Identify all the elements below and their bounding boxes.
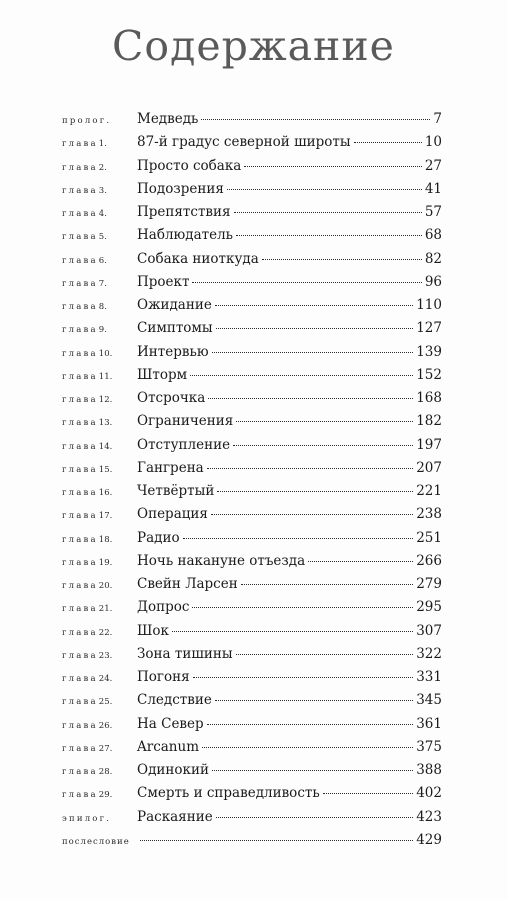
dot-leader <box>215 305 413 306</box>
toc-entry <box>62 111 442 134</box>
toc-entry-chapter-number: 16. <box>98 488 113 498</box>
toc-entry-label-word: глава <box>62 720 98 731</box>
toc-entry-label-word: глава <box>62 488 98 498</box>
dot-leader <box>354 142 422 143</box>
toc-entry-page-number: 279 <box>416 576 442 592</box>
toc-entry <box>62 134 442 157</box>
toc-entry <box>62 367 442 390</box>
toc-entry-label-word: глава <box>62 581 98 591</box>
dot-leader <box>140 840 413 841</box>
toc-entry-label-word: эпилог. <box>62 813 112 824</box>
dot-leader <box>192 282 421 283</box>
toc-entry-label <box>62 511 137 521</box>
toc-entry-title: Ожидание <box>137 297 212 313</box>
toc-entry-chapter-number: 29. <box>98 790 113 801</box>
toc-entry-label-word: глава <box>62 697 98 708</box>
toc-entry-title: На Север <box>137 715 204 732</box>
toc-entry <box>62 553 442 576</box>
dot-leader <box>323 793 414 794</box>
toc-entry-page-number: 322 <box>416 645 442 662</box>
toc-entry-label <box>62 558 137 568</box>
toc-entry-page-number: 221 <box>416 483 442 499</box>
toc-entry-label <box>62 163 137 173</box>
toc-entry-title: Просто собака <box>137 157 242 174</box>
toc-entry-label-word: глава <box>62 650 98 661</box>
toc-entry <box>62 716 442 739</box>
page-title: Содержание <box>112 22 395 70</box>
toc-entry <box>62 460 442 483</box>
toc-entry-chapter-number: 1. <box>98 139 107 150</box>
toc-entry <box>62 809 442 832</box>
dot-leader <box>262 259 422 260</box>
dot-leader <box>216 328 414 329</box>
dot-leader <box>236 654 414 655</box>
toc-entry-label <box>62 372 137 382</box>
toc-entry-label-word: глава <box>62 534 98 545</box>
toc-entry-chapter-number: 26. <box>98 720 113 731</box>
toc-entry-label-word: глава <box>62 209 98 219</box>
dot-leader <box>207 468 413 469</box>
toc-entry-chapter-number: 7. <box>98 278 107 289</box>
toc-entry-page-number: 41 <box>424 180 442 197</box>
toc-entry-page-number: 388 <box>416 762 442 778</box>
toc-entry <box>62 413 442 436</box>
toc-entry-label <box>62 697 137 707</box>
toc-entry-label-word: глава <box>62 464 98 475</box>
toc-entry-label <box>62 418 137 428</box>
toc-entry-chapter-number: 21. <box>98 604 113 615</box>
toc-entry <box>62 576 442 599</box>
toc-entry-label-word: глава <box>62 255 98 266</box>
dot-leader <box>201 119 430 120</box>
dot-leader <box>207 724 414 725</box>
toc-entry-chapter-number: 18. <box>98 534 113 545</box>
toc-entry-label <box>62 488 137 498</box>
toc-entry-label <box>62 349 137 359</box>
toc-entry-chapter-number: 27. <box>98 743 113 754</box>
toc-entry-label <box>62 302 137 312</box>
toc-entry <box>62 320 442 343</box>
toc-entry-label-word: глава <box>62 418 98 429</box>
toc-entry-page-number: 361 <box>416 715 442 732</box>
toc-entry-title: Одинокий <box>137 762 209 778</box>
toc-entry <box>62 297 442 320</box>
toc-entry-page-number: 375 <box>416 738 442 755</box>
toc-entry-label-word: глава <box>62 790 98 801</box>
toc-entry-page-number: 307 <box>416 622 442 639</box>
toc-entry-title: Шторм <box>137 366 188 383</box>
toc-entry-title: Отсрочка <box>137 390 206 406</box>
toc-entry-title: Погоня <box>137 669 190 685</box>
dot-leader <box>202 747 413 748</box>
toc-entry-label-word: глава <box>62 604 98 615</box>
toc-entry-label-word: глава <box>62 743 98 754</box>
toc-entry-page-number: 168 <box>416 390 442 406</box>
toc-entry <box>62 530 442 553</box>
toc-entry-chapter-number: 9. <box>98 325 107 336</box>
toc-entry-label <box>62 721 137 731</box>
toc-entry-title: Препятствия <box>137 204 231 220</box>
toc-entry-title: Зона тишины <box>137 645 233 662</box>
toc-entry-page-number: 127 <box>416 320 442 337</box>
toc-entry-chapter-number: 13. <box>98 418 113 429</box>
toc-entry-page-number: 57 <box>424 204 442 220</box>
toc-entry-label-word: послесловие <box>62 836 130 847</box>
toc-entry-chapter-number: 10. <box>98 348 113 359</box>
toc-entry-label <box>62 139 137 149</box>
toc-entry <box>62 599 442 622</box>
toc-entry-label-word: глава <box>62 557 98 568</box>
toc-entry-page-number: 139 <box>416 343 442 360</box>
toc-entry-label-word: глава <box>62 278 98 289</box>
toc-entry-page-number: 82 <box>424 250 442 267</box>
toc-entry-chapter-number: 8. <box>98 302 107 312</box>
toc-entry-label-word: глава <box>62 139 98 150</box>
toc-entry <box>62 251 442 274</box>
toc-entry-label-word: глава <box>62 767 98 777</box>
dot-leader <box>212 352 414 353</box>
toc-entry-chapter-number: 23. <box>98 650 113 661</box>
dot-leader <box>241 584 414 585</box>
toc-entry-label-word: глава <box>62 185 98 196</box>
dot-leader <box>227 189 422 190</box>
toc-entry-label <box>62 186 137 196</box>
toc-entry-title: Операция <box>137 506 208 523</box>
dot-leader <box>183 538 414 539</box>
toc-entry-label <box>62 325 137 335</box>
toc-entry <box>62 181 442 204</box>
toc-entry-page-number: 423 <box>416 808 442 825</box>
toc-entry <box>62 483 442 506</box>
toc-entry-label-word: глава <box>62 674 98 684</box>
toc-entry-title: Свейн Ларсен <box>137 576 238 592</box>
toc-entry-page-number: 152 <box>416 366 442 383</box>
toc-entry-label-word: глава <box>62 511 98 522</box>
toc-entry <box>62 344 442 367</box>
toc-entry-label-word: глава <box>62 395 98 405</box>
toc-entry-chapter-number: 17. <box>98 511 113 522</box>
toc-entry-title: Радио <box>137 529 180 546</box>
dot-leader <box>208 398 413 399</box>
toc-entry-chapter-number: 12. <box>98 395 113 405</box>
toc-entry-page-number: 182 <box>416 413 442 430</box>
toc-entry-label-word: глава <box>62 348 98 359</box>
toc-entry-label <box>62 442 137 452</box>
toc-entry-chapter-number: 14. <box>98 441 113 452</box>
toc-entry-chapter-number: 28. <box>98 767 113 777</box>
toc-entry-label <box>62 767 137 777</box>
dot-leader <box>216 817 414 818</box>
toc-entry-label <box>62 837 137 847</box>
toc-entry-chapter-number: 2. <box>98 162 107 173</box>
dot-leader <box>190 375 413 376</box>
toc-entry-chapter-number: 15. <box>98 464 113 475</box>
toc-entry-label <box>62 628 137 638</box>
dot-leader <box>215 700 413 701</box>
toc-entry <box>62 785 442 808</box>
toc-entry-label-word: пролог. <box>62 116 112 126</box>
toc-entry-chapter-number: 19. <box>98 557 113 568</box>
toc-entry-title: Медведь <box>137 111 199 127</box>
toc-entry-label <box>62 581 137 591</box>
toc-entry-label <box>62 279 137 289</box>
toc-entry-page-number: 429 <box>416 831 442 848</box>
dot-leader <box>211 514 413 515</box>
toc-entry-page-number: 68 <box>424 227 442 244</box>
toc-entry <box>62 832 442 855</box>
toc-entry-title: Симптомы <box>137 320 213 337</box>
toc-entry-chapter-number: 4. <box>98 209 107 219</box>
toc-entry-label <box>62 209 137 219</box>
toc-entry-page-number: 238 <box>416 506 442 523</box>
toc-entry <box>62 204 442 227</box>
toc-entry-title: Наблюдатель <box>137 227 234 244</box>
toc-entry-label <box>62 744 137 754</box>
dot-leader <box>308 561 413 562</box>
toc-entry-page-number: 197 <box>416 436 442 453</box>
toc-entry <box>62 646 442 669</box>
toc-entry-chapter-number: 25. <box>98 697 113 708</box>
toc-entry-chapter-number: 24. <box>98 674 113 684</box>
toc-entry-label-word: глава <box>62 162 98 173</box>
toc-entry-chapter-number: 3. <box>98 185 107 196</box>
toc-entry-label <box>62 395 137 405</box>
toc-entry-chapter-number: 11. <box>98 371 113 382</box>
toc-entry-title: Следствие <box>137 692 212 709</box>
toc-entry-title: Отступление <box>137 436 231 453</box>
toc-entry <box>62 623 442 646</box>
toc-entry-chapter-number: 5. <box>98 232 107 243</box>
toc-entry-title: Гангрена <box>137 459 204 476</box>
toc-entry-title: Проект <box>137 273 190 290</box>
toc-entry-title: Четвёртый <box>137 483 215 499</box>
dot-leader <box>217 491 413 492</box>
toc-entry-title: Шок <box>137 622 169 639</box>
dot-leader <box>244 166 421 167</box>
toc-entry-title: Смерть и справедливость <box>137 785 320 802</box>
toc-entry-label <box>62 232 137 242</box>
toc-entry-label <box>62 535 137 545</box>
toc-entry <box>62 762 442 785</box>
toc-entry-label-word: глава <box>62 371 98 382</box>
toc-entry-title: Интервью <box>137 343 209 360</box>
dot-leader <box>236 235 422 236</box>
toc-entry-label <box>62 116 137 126</box>
toc-entry-label-word: глава <box>62 232 98 243</box>
toc-entry-page-number: 295 <box>416 599 442 616</box>
toc-entry-page-number: 27 <box>424 157 442 174</box>
toc-entry-page-number: 96 <box>424 273 442 290</box>
toc-entry-chapter-number: 6. <box>98 255 107 266</box>
toc-entry <box>62 692 442 715</box>
toc-entry-title: Раскаяние <box>137 808 213 825</box>
toc-entry <box>62 274 442 297</box>
toc-entry <box>62 506 442 529</box>
toc-entry-label <box>62 790 137 800</box>
toc-entry-chapter-number: 20. <box>98 581 113 591</box>
toc-entry-page-number: 7 <box>433 111 442 127</box>
toc-entry-title: Подозрения <box>137 180 224 197</box>
toc-entry-page-number: 10 <box>424 134 442 151</box>
toc-entry-title: 87-й градус северной широты <box>137 134 351 151</box>
dot-leader <box>233 445 413 446</box>
dot-leader <box>234 212 422 213</box>
dot-leader <box>192 607 413 608</box>
toc-entry <box>62 158 442 181</box>
toc-entry <box>62 669 442 692</box>
toc-entry-label-word: глава <box>62 627 98 638</box>
toc-entry-label <box>62 465 137 475</box>
toc-entry-page-number: 110 <box>416 297 442 313</box>
toc-entry-label-word: глава <box>62 441 98 452</box>
toc-entry-title: Допрос <box>137 599 190 616</box>
dot-leader <box>212 770 413 771</box>
dot-leader <box>193 677 414 678</box>
toc-entry-page-number: 251 <box>416 529 442 546</box>
toc-entry-title: Arcanum <box>137 738 200 755</box>
toc-entry-page-number: 345 <box>416 692 442 709</box>
toc-entry-page-number: 331 <box>416 669 442 685</box>
toc-entry <box>62 437 442 460</box>
toc-entry-label-word: глава <box>62 302 98 312</box>
toc-entry-label-word: глава <box>62 325 98 336</box>
toc-entry <box>62 390 442 413</box>
toc-entry-label <box>62 814 137 824</box>
toc-entry-page-number: 266 <box>416 552 442 569</box>
toc-entry-title: Ночь накануне отъезда <box>137 552 306 569</box>
dot-leader <box>172 631 413 632</box>
toc-entry-page-number: 402 <box>416 785 442 802</box>
toc-entry <box>62 227 442 250</box>
toc-entry-label <box>62 256 137 266</box>
toc-entry-title: Ограничения <box>137 413 234 430</box>
toc-entry <box>62 739 442 762</box>
toc-entry-label <box>62 651 137 661</box>
toc-entry-label <box>62 674 137 684</box>
toc-entry-chapter-number: 22. <box>98 627 113 638</box>
toc-entry-label <box>62 604 137 614</box>
table-of-contents <box>62 111 442 855</box>
toc-entry-title: Собака ниоткуда <box>137 250 259 267</box>
dot-leader <box>236 421 413 422</box>
toc-entry-page-number: 207 <box>416 459 442 476</box>
